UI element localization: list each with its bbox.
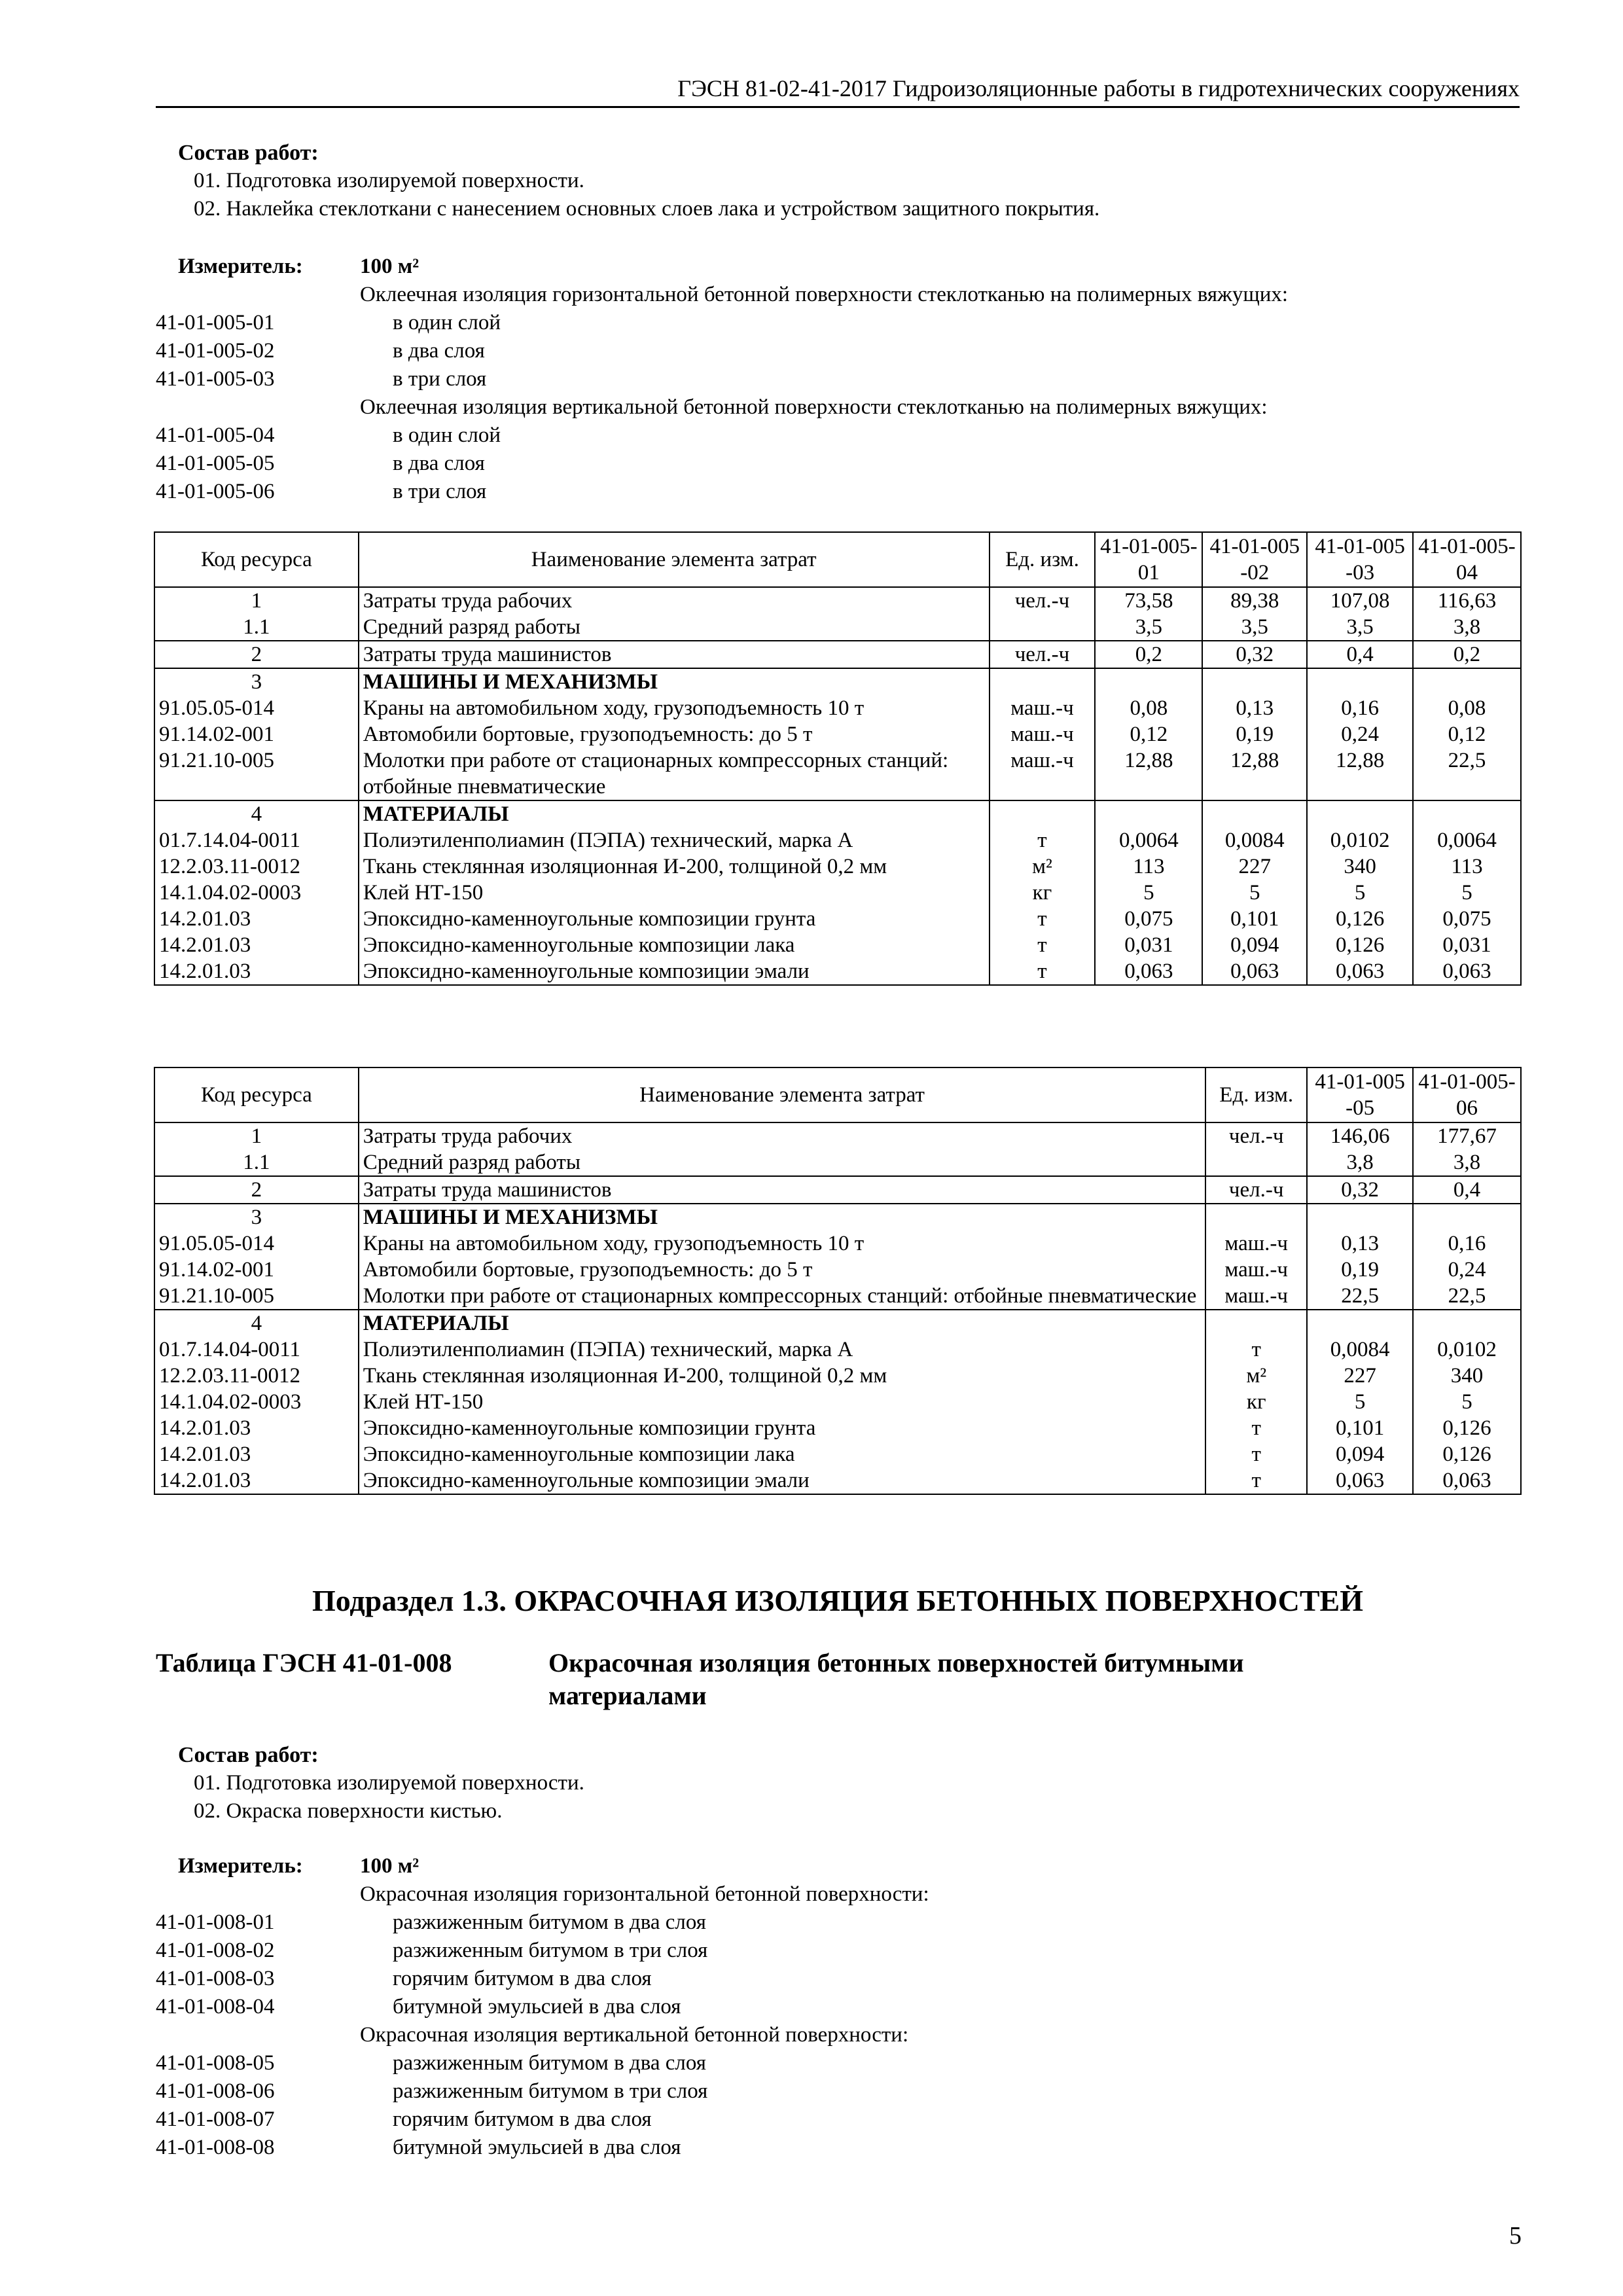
value-cell: 0,063: [1202, 958, 1307, 985]
resource-code-cell: 91.05.05-014: [154, 695, 359, 721]
resource-code-cell: 14.2.01.03: [154, 932, 359, 958]
header-cell: 41-01-005-06: [1413, 1067, 1521, 1122]
value-cell: 5: [1202, 880, 1307, 906]
header-cell: Код ресурса: [154, 1067, 359, 1122]
unit-cell: кг: [990, 880, 1096, 906]
resource-code-cell: 1.1: [154, 614, 359, 641]
work-step: 02. Наклейка стеклоткани с нанесением основных слоев лака и устройством защитного покрытия.: [194, 197, 1100, 221]
header-cell: 41-01-005-03: [1307, 532, 1413, 587]
value-cell: 0,075: [1095, 906, 1202, 932]
value-cell: 3,8: [1307, 1149, 1413, 1176]
value-cell: 0,094: [1202, 932, 1307, 958]
unit-cell: т: [990, 932, 1096, 958]
value-cell: 3,5: [1095, 614, 1202, 641]
norm-text: в три слоя: [393, 480, 487, 503]
resource-name-cell: Затраты труда рабочих: [359, 1122, 1206, 1149]
resource-code-cell: 14.2.01.03: [154, 906, 359, 932]
value-cell: 0,4: [1307, 641, 1413, 668]
header-cell: 41-01-005-04: [1413, 532, 1521, 587]
unit-cell: маш.-ч: [1205, 1283, 1307, 1310]
resource-name-cell: Эпоксидно-каменноугольные композиции грунта: [359, 906, 990, 932]
resource-code-cell: 12.2.03.11-0012: [154, 1363, 359, 1389]
resource-name-cell: Эпоксидно-каменноугольные композиции грунта: [359, 1415, 1206, 1441]
value-cell: 0,126: [1413, 1441, 1521, 1467]
resource-name-cell: Затраты труда рабочих: [359, 587, 990, 614]
resource-code-cell: 2: [154, 641, 359, 668]
resource-name-cell: Молотки при работе от стационарных компрессорных станций: отбойные пневматические: [359, 1283, 1206, 1310]
unit-cell: м²: [990, 853, 1096, 880]
resource-name-cell: МАТЕРИАЛЫ: [359, 1310, 1206, 1336]
header-cell: 41-01-005-05: [1307, 1067, 1413, 1122]
value-cell: 73,58: [1095, 587, 1202, 614]
value-cell: 0,101: [1307, 1415, 1413, 1441]
value-cell: 107,08: [1307, 587, 1413, 614]
value-cell: 3,5: [1307, 614, 1413, 641]
unit-cell: маш.-ч: [1205, 1230, 1307, 1257]
resource-code-cell: 1: [154, 587, 359, 614]
work-composition-label: Состав работ:: [178, 141, 319, 165]
table-row: [154, 747, 1521, 800]
table-row: [154, 1230, 1521, 1257]
resource-name-cell: Эпоксидно-каменноугольные композиции эмали: [359, 1467, 1206, 1494]
value-cell: 0,13: [1202, 695, 1307, 721]
page-number: 5: [1509, 2222, 1522, 2250]
value-cell: 3,8: [1413, 1149, 1521, 1176]
value-cell: 5: [1307, 880, 1413, 906]
value-cell: 5: [1413, 880, 1521, 906]
measure-group-title: Оклеечная изоляция вертикальной бетонной поверхности стеклотканью на полимерных вяжущих:: [360, 395, 1268, 419]
resource-code-cell: 01.7.14.04-0011: [154, 1336, 359, 1363]
value-cell: 0,2: [1413, 641, 1521, 668]
header-cell: 41-01-005-01: [1095, 532, 1202, 587]
table-row: [154, 906, 1521, 932]
value-cell: [1202, 800, 1307, 827]
value-cell: 5: [1095, 880, 1202, 906]
value-cell: [1307, 1310, 1413, 1336]
value-cell: 22,5: [1413, 747, 1521, 800]
work-step: 01. Подготовка изолируемой поверхности.: [194, 169, 584, 192]
resource-name-cell: Эпоксидно-каменноугольные композиции эмали: [359, 958, 990, 985]
value-cell: 227: [1307, 1363, 1413, 1389]
value-cell: 3,5: [1202, 614, 1307, 641]
unit-cell: маш.-ч: [1205, 1257, 1307, 1283]
norm-text: в один слой: [393, 423, 501, 447]
resource-name-cell: Ткань стеклянная изоляционная И-200, толщиной 0,2 мм: [359, 1363, 1206, 1389]
unit-cell: маш.-ч: [990, 747, 1096, 800]
unit-cell: [990, 800, 1096, 827]
resource-code-cell: 14.2.01.03: [154, 1441, 359, 1467]
table-row: [154, 668, 1521, 695]
work-step: 02. Окраска поверхности кистью.: [194, 1799, 503, 1823]
resource-code-cell: 4: [154, 800, 359, 827]
header-cell: Ед. изм.: [990, 532, 1096, 587]
value-cell: 0,101: [1202, 906, 1307, 932]
table-row: [154, 1441, 1521, 1467]
resource-name-cell: Средний разряд работы: [359, 614, 990, 641]
value-cell: 0,24: [1307, 721, 1413, 747]
value-cell: [1413, 1204, 1521, 1230]
resource-code-cell: 01.7.14.04-0011: [154, 827, 359, 853]
table-row: [154, 880, 1521, 906]
resource-code-cell: 14.2.01.03: [154, 958, 359, 985]
resource-name-cell: Клей НТ-150: [359, 1389, 1206, 1415]
resource-name-cell: Молотки при работе от стационарных компрессорных станций: отбойные пневматические: [359, 747, 990, 800]
resource-name-cell: Автомобили бортовые, грузоподъемность: до 5 т: [359, 1257, 1206, 1283]
table-row: [154, 1415, 1521, 1441]
norm-code: 41-01-008-02: [156, 1939, 275, 1962]
unit-cell: [1205, 1310, 1307, 1336]
value-cell: 0,16: [1413, 1230, 1521, 1257]
resource-code-cell: 1.1: [154, 1149, 359, 1176]
resource-name-cell: МАШИНЫ И МЕХАНИЗМЫ: [359, 1204, 1206, 1230]
resource-name-cell: Клей НТ-150: [359, 880, 990, 906]
value-cell: [1202, 668, 1307, 695]
header-cell: Наименование элемента затрат: [359, 1067, 1206, 1122]
measure-unit: 100 м²: [360, 255, 419, 278]
norm-text: битумной эмульсией в два слоя: [393, 2136, 681, 2159]
table-row: [154, 827, 1521, 853]
value-cell: 146,06: [1307, 1122, 1413, 1149]
norm-text: в один слой: [393, 311, 501, 334]
table-title: [156, 1647, 1520, 1712]
value-cell: 0,13: [1307, 1230, 1413, 1257]
measure-unit: 100 м²: [360, 1854, 419, 1878]
value-cell: 22,5: [1413, 1283, 1521, 1310]
table-row: [154, 853, 1521, 880]
unit-cell: чел.-ч: [1205, 1176, 1307, 1204]
resource-name-cell: Эпоксидно-каменноугольные композиции лака: [359, 1441, 1206, 1467]
measure-group-title: Оклеечная изоляция горизонтальной бетонной поверхности стеклотканью на полимерных вяжущих:: [360, 283, 1289, 306]
resource-name-cell: Краны на автомобильном ходу, грузоподъемность 10 т: [359, 1230, 1206, 1257]
table-title-label: Таблица ГЭСН 41-01-008: [156, 1648, 452, 1677]
norm-code: 41-01-005-05: [156, 452, 275, 475]
value-cell: 116,63: [1413, 587, 1521, 614]
norm-text: в три слоя: [393, 367, 487, 391]
table-row: [154, 614, 1521, 641]
norm-code: 41-01-008-05: [156, 2051, 275, 2075]
value-cell: 0,094: [1307, 1441, 1413, 1467]
value-cell: 0,4: [1413, 1176, 1521, 1204]
unit-cell: чел.-ч: [1205, 1122, 1307, 1149]
resource-name-cell: Затраты труда машинистов: [359, 1176, 1206, 1204]
value-cell: 0,16: [1307, 695, 1413, 721]
resource-code-cell: 91.14.02-001: [154, 1257, 359, 1283]
norm-text: в два слоя: [393, 339, 485, 363]
value-cell: 0,32: [1307, 1176, 1413, 1204]
value-cell: 5: [1307, 1389, 1413, 1415]
value-cell: [1307, 800, 1413, 827]
unit-cell: кг: [1205, 1389, 1307, 1415]
unit-cell: маш.-ч: [990, 721, 1096, 747]
work-composition-2: [178, 1741, 584, 1825]
table-row: [154, 1257, 1521, 1283]
resource-table-2: [154, 1067, 1522, 1495]
norm-code: 41-01-005-03: [156, 367, 275, 391]
measure-block-1: [156, 253, 1520, 506]
resource-code-cell: 91.14.02-001: [154, 721, 359, 747]
unit-cell: т: [990, 958, 1096, 985]
table-row: [154, 1310, 1521, 1336]
table-row: [154, 1204, 1521, 1230]
resource-code-cell: 14.2.01.03: [154, 1467, 359, 1494]
resource-code-cell: 14.1.04.02-0003: [154, 880, 359, 906]
norm-code: 41-01-008-07: [156, 2108, 275, 2131]
norm-text: разжиженным битумом в три слоя: [393, 1939, 708, 1962]
value-cell: [1095, 668, 1202, 695]
value-cell: 0,063: [1095, 958, 1202, 985]
value-cell: 0,031: [1413, 932, 1521, 958]
value-cell: [1413, 800, 1521, 827]
value-cell: 0,0064: [1413, 827, 1521, 853]
table-row: [154, 1122, 1521, 1149]
value-cell: 227: [1202, 853, 1307, 880]
value-cell: 0,075: [1413, 906, 1521, 932]
header-cell: Код ресурса: [154, 532, 359, 587]
norm-text: разжиженным битумом в три слоя: [393, 2079, 708, 2103]
value-cell: 0,0084: [1202, 827, 1307, 853]
norm-text: горячим битумом в два слоя: [393, 1967, 652, 1990]
page-header: ГЭСН 81-02-41-2017 Гидроизоляционные работы в гидротехнических сооружениях: [156, 73, 1520, 108]
resource-name-cell: Автомобили бортовые, грузоподъемность: до 5 т: [359, 721, 990, 747]
unit-cell: т: [990, 827, 1096, 853]
unit-cell: [1205, 1204, 1307, 1230]
norm-code: 41-01-008-04: [156, 1995, 275, 2018]
value-cell: 113: [1095, 853, 1202, 880]
value-cell: 0,0084: [1307, 1336, 1413, 1363]
table-row: [154, 932, 1521, 958]
value-cell: 12,88: [1307, 747, 1413, 800]
value-cell: 0,063: [1413, 958, 1521, 985]
resource-code-cell: 2: [154, 1176, 359, 1204]
resource-code-cell: 91.21.10-005: [154, 747, 359, 800]
value-cell: 89,38: [1202, 587, 1307, 614]
resource-name-cell: Краны на автомобильном ходу, грузоподъемность 10 т: [359, 695, 990, 721]
table-row: [154, 958, 1521, 985]
unit-cell: [990, 614, 1096, 641]
resource-code-cell: 3: [154, 1204, 359, 1230]
unit-cell: т: [1205, 1467, 1307, 1494]
value-cell: 0,08: [1095, 695, 1202, 721]
norm-code: 41-01-005-02: [156, 339, 275, 363]
measure-group-title: Окрасочная изоляция горизонтальной бетонной поверхности:: [360, 1882, 929, 1906]
measure-block-2: [156, 1852, 1520, 2162]
value-cell: 113: [1413, 853, 1521, 880]
unit-cell: маш.-ч: [990, 695, 1096, 721]
table-row: [154, 800, 1521, 827]
value-cell: [1095, 800, 1202, 827]
table-row: [154, 1389, 1521, 1415]
measure-label: Измеритель:: [178, 255, 303, 278]
norm-text: битумной эмульсией в два слоя: [393, 1995, 681, 2018]
table-row: [154, 695, 1521, 721]
value-cell: 0,24: [1413, 1257, 1521, 1283]
resource-name-cell: Средний разряд работы: [359, 1149, 1206, 1176]
value-cell: 340: [1307, 853, 1413, 880]
value-cell: 0,2: [1095, 641, 1202, 668]
value-cell: 0,031: [1095, 932, 1202, 958]
table-row: [154, 1149, 1521, 1176]
table-row: [154, 587, 1521, 614]
value-cell: 0,0064: [1095, 827, 1202, 853]
resource-code-cell: 4: [154, 1310, 359, 1336]
value-cell: 0,126: [1307, 906, 1413, 932]
resource-name-cell: МАТЕРИАЛЫ: [359, 800, 990, 827]
unit-cell: т: [1205, 1415, 1307, 1441]
resource-code-cell: 1: [154, 1122, 359, 1149]
unit-cell: [1205, 1149, 1307, 1176]
unit-cell: чел.-ч: [990, 587, 1096, 614]
value-cell: 0,063: [1307, 958, 1413, 985]
table-row: [154, 1467, 1521, 1494]
norm-text: разжиженным битумом в два слоя: [393, 1910, 706, 1934]
value-cell: 12,88: [1202, 747, 1307, 800]
resource-name-cell: Полиэтиленполиамин (ПЭПА) технический, марка А: [359, 1336, 1206, 1363]
value-cell: 0,08: [1413, 695, 1521, 721]
resource-name-cell: МАШИНЫ И МЕХАНИЗМЫ: [359, 668, 990, 695]
value-cell: 3,8: [1413, 614, 1521, 641]
norm-code: 41-01-005-04: [156, 423, 275, 447]
section-title: Подраздел 1.3. ОКРАСОЧНАЯ ИЗОЛЯЦИЯ БЕТОННЫХ ПОВЕРХНОСТЕЙ: [312, 1584, 1364, 1617]
measure-label: Измеритель:: [178, 1854, 303, 1878]
unit-cell: т: [1205, 1441, 1307, 1467]
resource-name-cell: Затраты труда машинистов: [359, 641, 990, 668]
value-cell: 0,063: [1307, 1467, 1413, 1494]
value-cell: [1413, 1310, 1521, 1336]
value-cell: 0,12: [1413, 721, 1521, 747]
header-cell: Ед. изм.: [1205, 1067, 1307, 1122]
unit-cell: т: [990, 906, 1096, 932]
table-row: [154, 641, 1521, 668]
table-row: [154, 1283, 1521, 1310]
value-cell: 0,0102: [1413, 1336, 1521, 1363]
measure-group-title: Окрасочная изоляция вертикальной бетонной поверхности:: [360, 2023, 909, 2047]
norm-code: 41-01-008-01: [156, 1910, 275, 1934]
value-cell: 340: [1413, 1363, 1521, 1389]
table-title-text: Окрасочная изоляция бетонных поверхностей битумными материалами: [548, 1648, 1244, 1710]
value-cell: [1307, 668, 1413, 695]
norm-text: разжиженным битумом в два слоя: [393, 2051, 706, 2075]
value-cell: 0,0102: [1307, 827, 1413, 853]
value-cell: [1307, 1204, 1413, 1230]
table-row: [154, 721, 1521, 747]
value-cell: 0,126: [1413, 1415, 1521, 1441]
work-composition-1: [178, 139, 1099, 223]
table-row: [154, 1363, 1521, 1389]
norm-code: 41-01-008-08: [156, 2136, 275, 2159]
value-cell: 5: [1413, 1389, 1521, 1415]
table-row: [154, 1336, 1521, 1363]
header-cell: 41-01-005-02: [1202, 532, 1307, 587]
value-cell: 0,19: [1307, 1257, 1413, 1283]
unit-cell: м²: [1205, 1363, 1307, 1389]
value-cell: [1413, 668, 1521, 695]
value-cell: 0,12: [1095, 721, 1202, 747]
table-row: [154, 1176, 1521, 1204]
resource-code-cell: 3: [154, 668, 359, 695]
resource-table-1: [154, 531, 1522, 986]
resource-code-cell: 91.05.05-014: [154, 1230, 359, 1257]
value-cell: 12,88: [1095, 747, 1202, 800]
resource-name-cell: Эпоксидно-каменноугольные композиции лака: [359, 932, 990, 958]
norm-code: 41-01-005-01: [156, 311, 275, 334]
norm-text: в два слоя: [393, 452, 485, 475]
work-step: 01. Подготовка изолируемой поверхности.: [194, 1771, 584, 1795]
header-cell: Наименование элемента затрат: [359, 532, 990, 587]
resource-code-cell: 14.1.04.02-0003: [154, 1389, 359, 1415]
work-composition-label: Состав работ:: [178, 1743, 319, 1767]
norm-code: 41-01-008-03: [156, 1967, 275, 1990]
resource-name-cell: Полиэтиленполиамин (ПЭПА) технический, марка А: [359, 827, 990, 853]
value-cell: 0,063: [1413, 1467, 1521, 1494]
unit-cell: т: [1205, 1336, 1307, 1363]
unit-cell: [990, 668, 1096, 695]
norm-code: 41-01-008-06: [156, 2079, 275, 2103]
value-cell: 0,32: [1202, 641, 1307, 668]
unit-cell: чел.-ч: [990, 641, 1096, 668]
norm-code: 41-01-005-06: [156, 480, 275, 503]
value-cell: 0,126: [1307, 932, 1413, 958]
resource-code-cell: 12.2.03.11-0012: [154, 853, 359, 880]
resource-code-cell: 91.21.10-005: [154, 1283, 359, 1310]
resource-code-cell: 14.2.01.03: [154, 1415, 359, 1441]
value-cell: 177,67: [1413, 1122, 1521, 1149]
resource-name-cell: Ткань стеклянная изоляционная И-200, толщиной 0,2 мм: [359, 853, 990, 880]
value-cell: 22,5: [1307, 1283, 1413, 1310]
value-cell: 0,19: [1202, 721, 1307, 747]
norm-text: горячим битумом в два слоя: [393, 2108, 652, 2131]
